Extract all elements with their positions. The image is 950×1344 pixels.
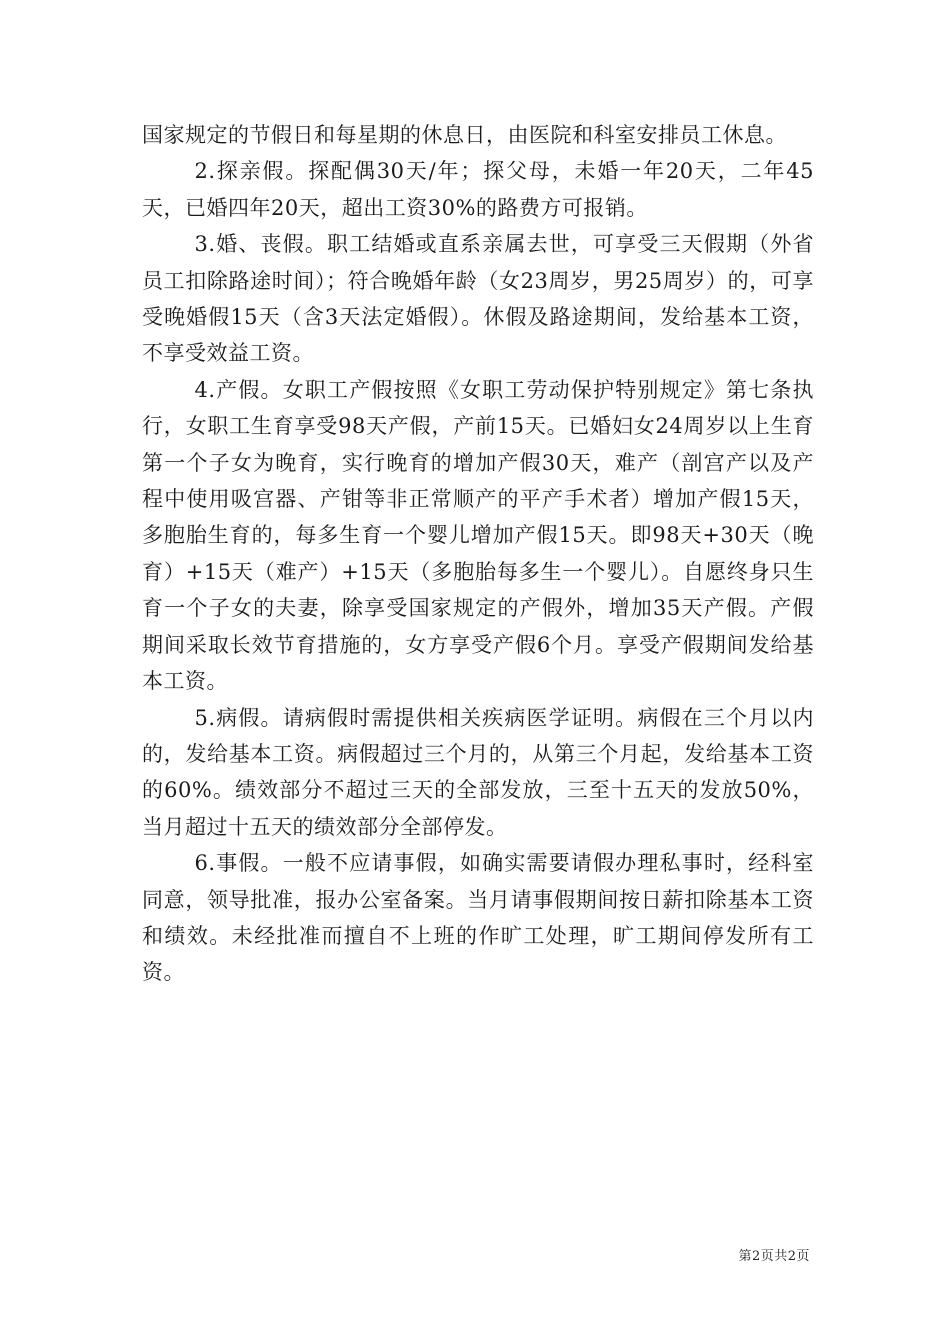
page-number-footer: 第2页共2页 xyxy=(738,1249,810,1264)
paragraph-6: 6.事假。一般不应请事假，如确实需要请假办理私事时，经科室同意，领导批准，报办公室备案。当月请事假期间按日薪扣除基本工资和绩效。未经批准而擅自不上班的作旷工处理，旷工期间停发所有工资。 xyxy=(142,851,814,985)
paragraph-3: 3.婚、丧假。职工结婚或直系亲属去世，可享受三天假期（外省员工扣除路途时间）；符合晚婚年龄（女23周岁，男25周岁）的，可享受晚婚假15天（含3天法定婚假）。休假及路途期间，发给基本工资，不享受效益工资。 xyxy=(142,232,814,366)
paragraph-2: 2.探亲假。探配偶30天/年；探父母，未婚一年20天，二年45天，已婚四年20天，超出工资30%的路费方可报销。 xyxy=(142,159,814,220)
document-body xyxy=(142,117,814,991)
paragraph-5: 5.病假。请病假时需提供相关疾病医学证明。病假在三个月以内的，发给基本工资。病假超过三个月的，从第三个月起，发给基本工资的60%。绩效部分不超过三天的全部发放，三至十五天的发放50%，当月超过十五天的绩效部分全部停发。 xyxy=(142,705,814,839)
paragraph-1: 国家规定的节假日和每星期的休息日，由医院和科室安排员工休息。 xyxy=(142,123,787,147)
paragraph-4: 4.产假。女职工产假按照《女职工劳动保护特别规定》第七条执行，女职工生育享受98天产假，产前15天。已婚妇女24周岁以上生育第一个子女为晚育，实行晚育的增加产假30天，难产（剖宫产以及产程中使用吸宫器、产钳等非正常顺产的平产手术者）增加产假15天，多胞胎生育的，每多生育一个婴儿增加产假15天。即98天+30天（晚育）+15天（难产）+15天（多胞胎每多生一个婴儿）。自愿终身只生育一个子女的夫妻，除享受国家规定的产假外，增加35天产假。产假期间采取长效节育措施的，女方享受产假6个月。享受产假期间发给基本工资。 xyxy=(142,377,814,694)
